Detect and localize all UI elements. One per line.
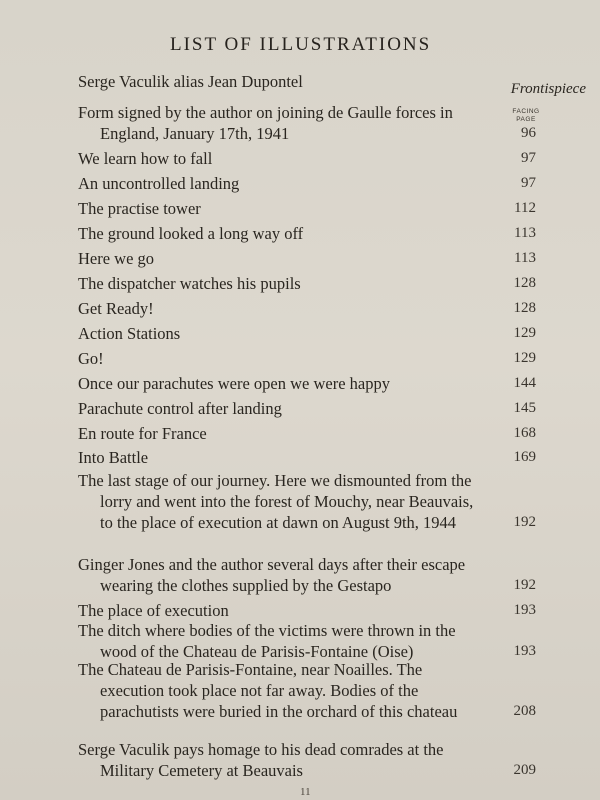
illustration-entry	[78, 102, 536, 144]
illustration-entry	[78, 298, 536, 319]
illustration-entry	[78, 554, 536, 596]
page-title: LIST OF ILLUSTRATIONS	[170, 34, 432, 55]
illustration-entry	[78, 423, 536, 444]
entry-caption: We learn how to fall	[78, 149, 213, 168]
entry-caption: The place of execution	[78, 601, 229, 620]
entry-caption: Serge Vaculik alias Jean Dupontel	[78, 72, 303, 91]
illustration-entry	[78, 273, 536, 294]
entry-caption: The practise tower	[78, 199, 201, 218]
entry-page: 97	[521, 175, 536, 191]
entry-caption: En route for France	[78, 424, 207, 443]
illustration-entry	[78, 71, 536, 92]
entry-page: 169	[513, 449, 536, 465]
entry-page: 192	[513, 577, 536, 593]
entry-caption: The Chateau de Parisis-Fontaine, near Noailles. The execution took place not far away. Bodies of the parachutists were buried in the orchard of this chateau	[78, 660, 458, 721]
illustration-entry	[78, 739, 536, 781]
entry-caption: The last stage of our journey. Here we dismounted from the lorry and went into the forest of Mouchy, near Beauvais, to the place of execution at dawn on August 9th, 1944	[78, 471, 474, 532]
illustration-entry	[78, 470, 536, 533]
illustration-entry	[78, 373, 536, 394]
entry-page: 113	[514, 225, 536, 241]
entry-page: 128	[513, 300, 536, 316]
illustration-entry	[78, 398, 536, 419]
entry-page: 113	[514, 250, 536, 266]
entry-page: 193	[513, 643, 536, 659]
entry-caption: Get Ready!	[78, 299, 154, 318]
entry-page: 192	[513, 514, 536, 530]
illustration-entry	[78, 223, 536, 244]
entry-page: 208	[513, 703, 536, 719]
facing-page-label: FACING PAGE	[512, 108, 540, 123]
entry-caption: Form signed by the author on joining de Gaulle forces in England, January 17th, 1941	[78, 103, 453, 143]
illustration-entry	[78, 659, 536, 722]
frontispiece-label: Frontispiece	[510, 81, 586, 97]
illustration-entry	[78, 248, 536, 269]
entry-page: 129	[513, 325, 536, 341]
illustration-entry	[78, 620, 536, 662]
illustration-entry	[78, 323, 536, 344]
entry-caption: Here we go	[78, 249, 155, 268]
entry-caption: Action Stations	[78, 324, 181, 343]
entry-caption: Once our parachutes were open we were happy	[78, 374, 390, 393]
illustration-entry	[78, 173, 536, 194]
entry-page: 144	[513, 375, 536, 391]
entry-page: 128	[513, 275, 536, 291]
illustration-entry	[78, 198, 536, 219]
entry-caption: Parachute control after landing	[78, 399, 282, 418]
entry-page: 193	[513, 602, 536, 618]
entry-caption: Serge Vaculik pays homage to his dead comrades at the Military Cemetery at Beauvais	[78, 740, 444, 780]
illustration-entry	[78, 348, 536, 369]
entry-caption: The ditch where bodies of the victims were thrown in the wood of the Chateau de Parisis-Fontaine (Oise)	[78, 621, 456, 661]
illustration-entry	[78, 600, 536, 621]
entry-page: 129	[513, 350, 536, 366]
entry-caption: Ginger Jones and the author several days after their escape wearing the clothes supplied by the Gestapo	[78, 555, 466, 595]
entry-caption: The ground looked a long way off	[78, 224, 304, 243]
entry-caption: Into Battle	[78, 448, 149, 467]
page-number: 11	[300, 786, 311, 798]
entry-caption: An uncontrolled landing	[78, 174, 240, 193]
entry-page: 145	[513, 400, 536, 416]
entry-page: 168	[513, 425, 536, 441]
illustration-entry	[78, 447, 536, 468]
entry-page: 112	[514, 200, 536, 216]
entry-page: 96	[521, 125, 536, 141]
entry-caption: The dispatcher watches his pupils	[78, 274, 301, 293]
entry-page: 209	[513, 762, 536, 778]
entry-page: 97	[521, 150, 536, 166]
entry-caption: Go!	[78, 349, 104, 368]
illustration-entry	[78, 148, 536, 169]
